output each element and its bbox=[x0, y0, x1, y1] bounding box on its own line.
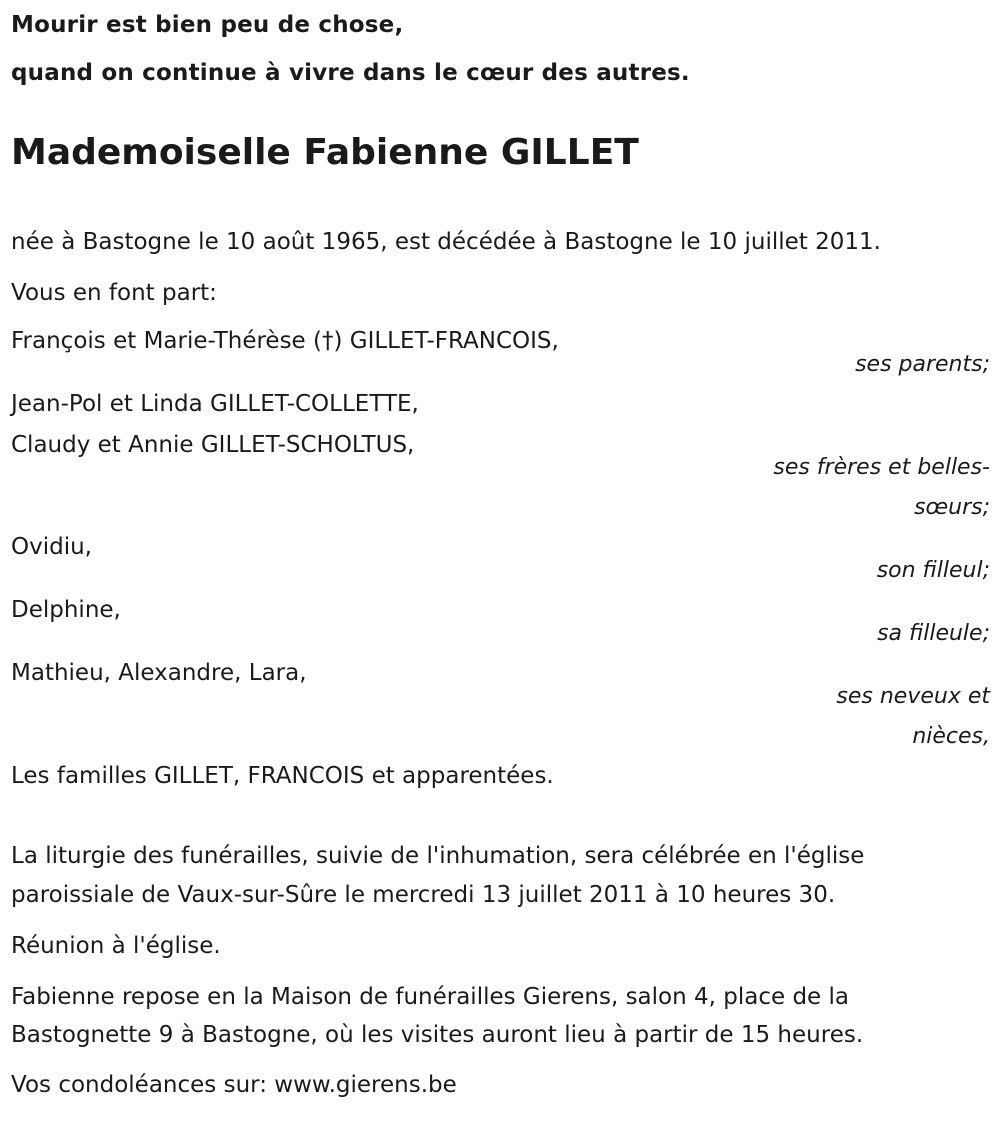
godson-name: Ovidiu, bbox=[11, 534, 92, 560]
liturgy-line-2: paroissiale de Vaux-sur-Sûre le mercredi 13 juillet 2011 à 10 heures 30. bbox=[11, 882, 836, 908]
sibling-names-2: Claudy et Annie GILLET-SCHOLTUS, bbox=[11, 432, 415, 458]
page-title: Mademoiselle Fabienne GILLET bbox=[11, 132, 639, 173]
meeting-text: Réunion à l'église. bbox=[11, 933, 221, 959]
nephews-names: Mathieu, Alexandre, Lara, bbox=[11, 660, 307, 686]
repose-line-1: Fabienne repose en la Maison de funérailles Gierens, salon 4, place de la bbox=[11, 984, 849, 1010]
siblings-role-line-2: sœurs; bbox=[914, 495, 990, 520]
liturgy-line-1: La liturgie des funérailles, suivie de l'inhumation, sera célébrée en l'église bbox=[11, 843, 865, 869]
condolences-link[interactable]: www.gierens.be bbox=[274, 1072, 457, 1098]
condolences-label: Vos condoléances sur: bbox=[11, 1072, 275, 1098]
birth-death-text: née à Bastogne le 10 août 1965, est décédée à Bastogne le 10 juillet 2011. bbox=[11, 229, 881, 255]
repose-line-2: Bastognette 9 à Bastogne, où les visites auront lieu à partir de 15 heures. bbox=[11, 1022, 864, 1048]
families-text: Les familles GILLET, FRANCOIS et apparentées. bbox=[11, 763, 554, 789]
godson-role: son filleul; bbox=[876, 558, 990, 583]
nephews-role-line-2: nièces, bbox=[912, 724, 990, 749]
sibling-names-1: Jean-Pol et Linda GILLET-COLLETTE, bbox=[11, 391, 419, 417]
goddaughter-role: sa filleule; bbox=[877, 621, 990, 646]
quote-line-1: Mourir est bien peu de chose, bbox=[11, 12, 404, 38]
parents-role: ses parents; bbox=[855, 352, 990, 377]
condolences-line bbox=[11, 1072, 457, 1098]
goddaughter-name: Delphine, bbox=[11, 597, 121, 623]
nephews-role-line-1: ses neveux et bbox=[836, 684, 990, 709]
quote-line-2: quand on continue à vivre dans le cœur des autres. bbox=[11, 60, 690, 86]
announce-text: Vous en font part: bbox=[11, 280, 217, 306]
siblings-role-line-1: ses frères et belles- bbox=[773, 455, 990, 480]
parents-names: François et Marie-Thérèse (†) GILLET-FRANCOIS, bbox=[11, 328, 559, 354]
